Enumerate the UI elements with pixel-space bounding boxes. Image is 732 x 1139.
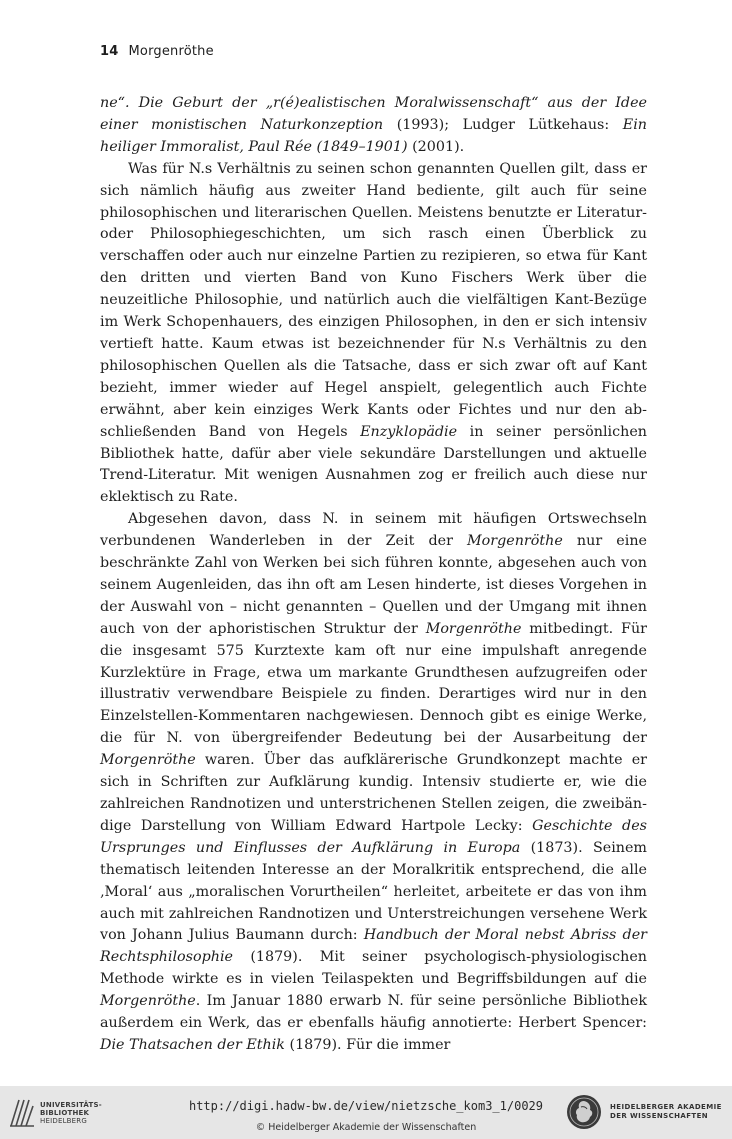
- running-head: [100, 44, 214, 59]
- hadw-logo-text: [610, 1103, 722, 1121]
- copyright-notice: © Heidelberger Akademie der Wissenschaften: [255, 1122, 477, 1133]
- italic-title: Ein heiliger Immoralist, Paul Rée (1849–1901): [100, 116, 647, 155]
- paragraph-footnote-continuation: [100, 93, 647, 159]
- text-run: waren. Über das aufklärerische Grundkonzept machte er sich in Schriften zur Aufklärung kundig. Intensiv studierte er, wie die zahlreichen Randnotizen und unterstrichenen Stellen zeigen, die zweibändige Darstellung von William Edward Hartpole Lecky:: [100, 752, 647, 834]
- italic-title: Handbuch der Moral nebst Abriss der Rechtsphilosophie: [100, 927, 647, 966]
- running-title: Morgenröthe: [128, 44, 214, 59]
- text-run: mitbedingt. Für die insgesamt 575 Kurztexte kam oft nur eine impulshaft anregende Kurzlektüre in Frage, etwa um markante Grundthesen aufzugreifen oder illustrativ verwendbare Beispiele zu finden. Derartiges wird nur in den Einzelstellen-Kommentaren nachgewiesen. Dennoch gibt es einige Werke, die für N. von übergreifender Bedeutung bei der Ausarbeitung der: [100, 620, 647, 747]
- text-run: (1879). Mit seiner psychologisch-physiologischen Methode wirkte es in vielen Teilaspekten und Begriffsbildungen auf die: [100, 949, 647, 988]
- text-run: (1873). Seinem thematisch leitenden Interesse an der Moralkritik entsprechend, die alle ‚Moral‘ aus „moralischen Vorurtheilen“ herleitet, arbeitete er das von ihm auch mit zahlreichen Randnotizen und Unterstreichungen versehene Werk von Johann Julius Baumann durch:: [100, 839, 647, 944]
- text-run: (1993); Ludger Lütkehaus:: [383, 116, 623, 133]
- hadw-logo-line: DER WISSENSCHAFTEN: [610, 1112, 709, 1120]
- text-run: in seiner persönlichen Bibliothek hatte, dafür aber viele sekundäre Darstellungen und aktuelle Trend-Literatur. Mit wenigen Ausnahmen zog er freilich auch diese nur eklektisch zu Rate.: [100, 423, 647, 506]
- ub-logo-line: BIBLIOTHEK: [40, 1109, 90, 1117]
- italic-title: Morgenröthe: [467, 533, 563, 550]
- italic-title: Die Thatsachen der Ethik: [100, 1036, 285, 1053]
- paragraph: [100, 509, 647, 1057]
- hadw-seal-icon: [565, 1093, 603, 1131]
- ub-logo-line: UNIVERSITÄTS-: [40, 1101, 102, 1109]
- text-run: Was für N.s Verhältnis zu seinen schon genannten Quellen gilt, dass er sich nämlich häufig aus zweiter Hand bediente, gilt auch für seine philosophischen und literarischen Quellen. Meistens benutzte er Literatur- oder Philosophiegeschichten, um sich rasch einen Überblick zu verschaffen oder auch nur einzelne Partien zu rezipieren, so etwa für Kant den dritten und vierten Band von Kuno Fischers Werk über die neuzeitliche Philosophie, und natürlich auch die vielfältigen Kant-Bezüge im Werk Schopenhauers, des einzigen Philosophen, in den er sich intensiv vertieft hatte. Kaum etwas ist bezeichnender für N.s Verhältnis zu den philosophischen Quellen als die Tatsache, dass er sich zwar oft auf Kant bezieht, immer wieder auf Hegel anspielt, gelegentlich auch Fichte erwähnt, aber kein einziges Werk Kants oder Fichtes und nur den abschließenden Band von Hegels: [100, 160, 647, 440]
- italic-title: Morgenröthe: [100, 993, 196, 1010]
- italic-title: Enzyklopädie: [360, 423, 458, 440]
- text-run: nur eine beschränkte Zahl von Werken bei sich führen konnte, abgesehen auch von seinem Augenleiden, das ihn oft am Lesen hinderte, ist dieses Vorgehen in der Auswahl von – nicht genannten – Quellen und der Umgang mit ihnen auch von der aphoristischen Struktur der: [100, 533, 647, 637]
- italic-title: ne“. Die Geburt der „r(é)ealistischen Moralwissenschaft“ aus der Idee einer monistischen Naturkonzeption: [100, 95, 647, 133]
- page-number: 14: [100, 44, 119, 59]
- italic-title: Morgenröthe: [100, 752, 196, 769]
- italic-title: Geschichte des Ursprunges und Einflusses der Aufklärung in Europa: [100, 817, 648, 856]
- hadw-logo[interactable]: [565, 1091, 730, 1133]
- digitization-footer: [0, 1086, 732, 1139]
- text-run: (2001).: [407, 138, 465, 155]
- text-run: Abgesehen davon, dass N. in seinem mit häufigen Ortswechseln verbundenen Wanderleben in der Zeit der: [100, 511, 647, 550]
- text-run: . Im Januar 1880 erwarb N. für seine persönliche Bibliothek außerdem ein Werk, das er ebenfalls häufig annotierte: Herbert Spencer:: [100, 993, 647, 1032]
- body-text: [100, 93, 647, 1057]
- hadw-logo-line: HEIDELBERGER AKADEMIE: [610, 1103, 722, 1111]
- italic-title: Morgenröthe: [425, 620, 522, 637]
- paragraph: [100, 159, 647, 510]
- ub-logo-line: HEIDELBERG: [40, 1117, 87, 1125]
- source-url-link[interactable]: http://digi.hadw-bw.de/view/nietzsche_kom3_1/0029: [188, 1099, 543, 1113]
- text-run: (1879). Für die immer: [284, 1036, 451, 1053]
